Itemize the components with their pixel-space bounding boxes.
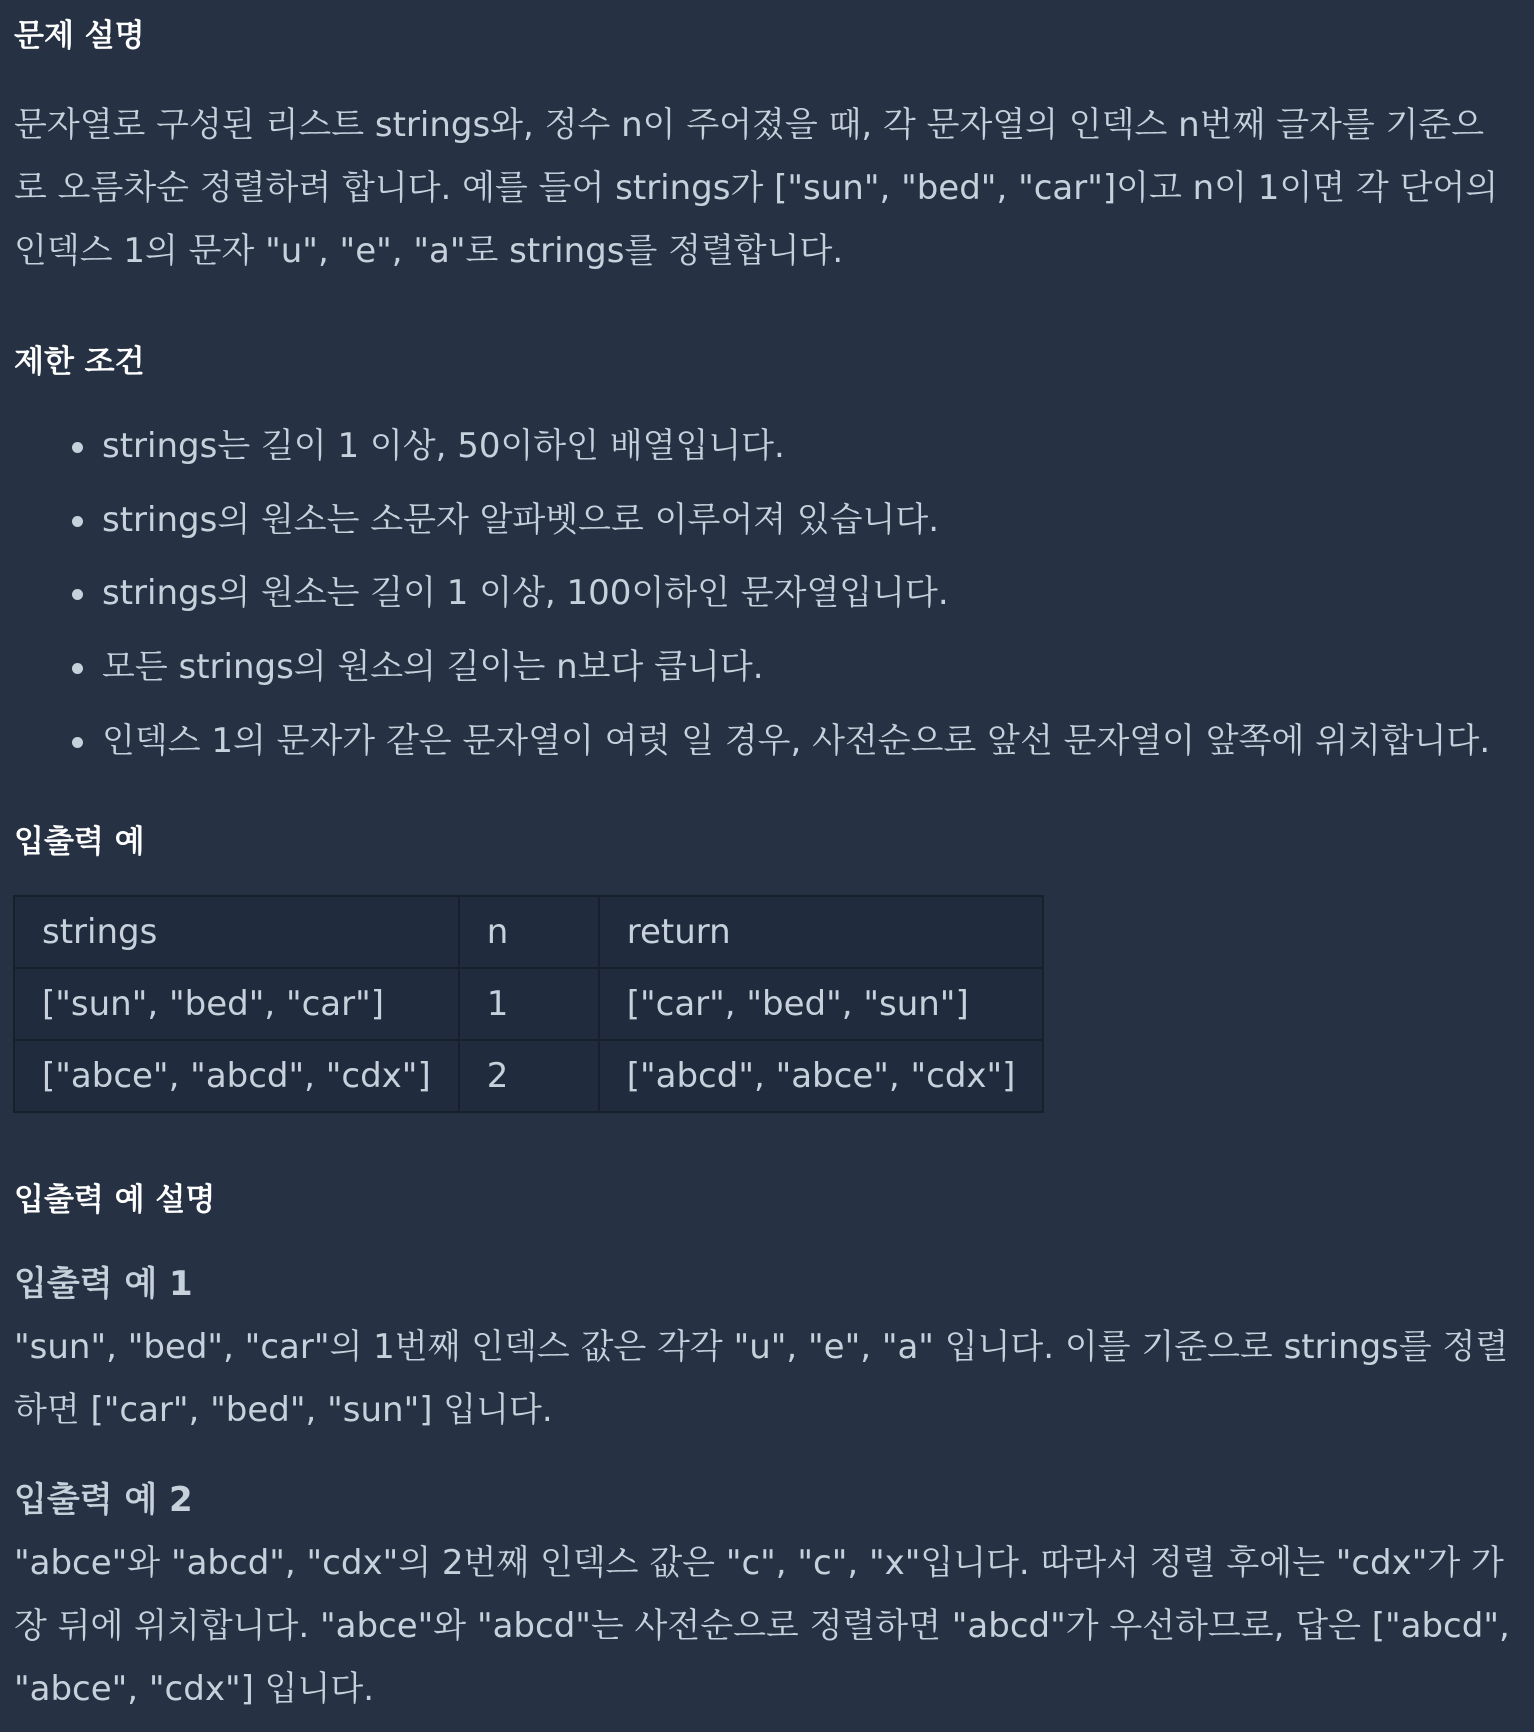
- constraint-item: [14, 704, 1490, 778]
- constraint-item: [14, 409, 1490, 483]
- constraint-item: [14, 556, 1490, 630]
- constraint-text: 인덱스 1의 문자가 같은 문자열이 여럿 일 경우, 사전순으로 앞선 문자열이 앞쪽에 위치합니다.: [102, 720, 1491, 761]
- examples-table: [13, 895, 1044, 1113]
- column-header-strings: strings: [14, 896, 459, 968]
- constraint-text: strings의 원소는 길이 1 이상, 100이하인 문자열입니다.: [102, 573, 949, 614]
- bullet-icon: [72, 589, 83, 600]
- explanation-heading: 입출력 예 설명: [14, 1182, 216, 1218]
- example-1-title: 입출력 예 1: [14, 1264, 193, 1304]
- example-2-title: 입출력 예 2: [14, 1480, 193, 1520]
- problem-description-heading: 문제 설명: [14, 18, 145, 54]
- example-2-text: "abce"와 "abcd", "cdx"의 2번째 인덱스 값은 "c", "c", "x"입니다. 따라서 정렬 후에는 "cdx"가 가장 뒤에 위치합니다. "abce"와 "abcd"는 사전순으로 정렬하면 "abcd"가 우선하므로, 답은 ["abcd", "abce", "cdx"] 입니다.: [14, 1543, 1510, 1709]
- constraints-list: [14, 409, 1490, 777]
- table-cell: 1: [459, 968, 599, 1040]
- column-header-n: n: [459, 896, 599, 968]
- constraint-item: [14, 630, 1490, 704]
- bullet-icon: [72, 737, 83, 748]
- constraints-heading: 제한 조건: [14, 344, 145, 380]
- table-row: [14, 1040, 1043, 1112]
- table-cell: ["sun", "bed", "car"]: [14, 968, 459, 1040]
- table-header-row: [14, 896, 1043, 968]
- constraint-text: 모든 strings의 원소의 길이는 n보다 큽니다.: [102, 647, 764, 688]
- examples-heading: 입출력 예: [14, 824, 145, 860]
- constraint-text: strings는 길이 1 이상, 50이하인 배열입니다.: [102, 426, 785, 466]
- table-cell: ["car", "bed", "sun"]: [599, 968, 1044, 1040]
- bullet-icon: [72, 663, 83, 674]
- example-1-text: "sun", "bed", "car"의 1번째 인덱스 값은 각각 "u", "e", "a" 입니다. 이를 기준으로 strings를 정렬하면 ["car", "bed", "sun"] 입니다.: [14, 1327, 1509, 1430]
- table-cell: ["abce", "abcd", "cdx"]: [14, 1040, 459, 1112]
- column-header-return: return: [599, 896, 1044, 968]
- bullet-icon: [72, 442, 83, 453]
- bullet-icon: [72, 516, 83, 527]
- table-cell: 2: [459, 1040, 599, 1112]
- table-row: [14, 968, 1043, 1040]
- constraint-item: [14, 483, 1490, 557]
- table-cell: ["abcd", "abce", "cdx"]: [599, 1040, 1044, 1112]
- constraint-text: strings의 원소는 소문자 알파벳으로 이루어져 있습니다.: [102, 499, 940, 540]
- problem-description-text: 문자열로 구성된 리스트 strings와, 정수 n이 주어졌을 때, 각 문자열의 인덱스 n번째 글자를 기준으로 오름차순 정렬하려 합니다. 예를 들어 strings가 ["sun", "bed", "car"]이고 n이 1이면 각 단어의 인덱스 1의 문자 "u", "e", "a"로 strings를 정렬합니다.: [14, 105, 1499, 271]
